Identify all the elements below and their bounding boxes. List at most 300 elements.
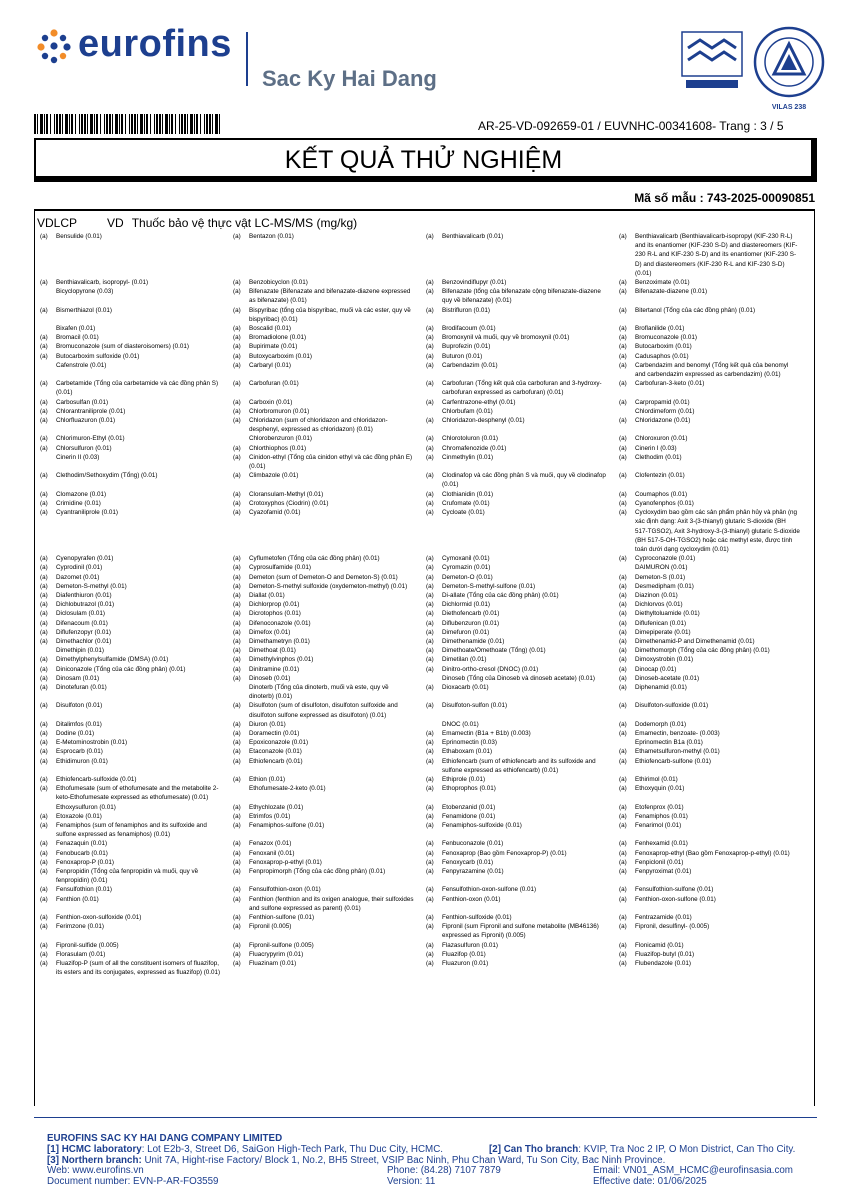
accreditation-mark: (a): [40, 509, 48, 517]
section-code: VDLCP: [37, 216, 78, 230]
accreditation-mark: (a): [40, 352, 48, 360]
result-row: [40, 895, 812, 913]
accreditation-mark: (a): [426, 573, 434, 581]
result-cell: [426, 278, 619, 287]
analyte-name: Climbazole (0.01): [249, 472, 299, 480]
accreditation-mark: (a): [619, 233, 627, 240]
footer-web[interactable]: Web: www.eurofins.vn: [47, 1165, 144, 1177]
result-cell: [426, 499, 619, 508]
result-cell: [233, 646, 426, 655]
result-row: [40, 554, 812, 563]
accreditation-mark: (a): [619, 868, 627, 876]
footer-email[interactable]: Email: VN01_ASM_HCMC@eurofinsasia.com: [593, 1165, 793, 1177]
result-cell: [233, 885, 426, 894]
result-cell: [233, 361, 426, 379]
accreditation-mark: (a): [233, 472, 241, 480]
result-cell: [40, 885, 233, 894]
footer-version: Version: 11: [387, 1176, 436, 1188]
result-cell: [619, 361, 812, 379]
analyte-name: Cycloxydim bao gồm các sản phẩm phân hủy và phân (ng xác định dạng: Axit 3-(3-thianyl) glutaric S-dioxide (BH 517-TGSO2), Axit 3-hydroxy-3-(3-thianyl) glutaric S-dioxide (BH 517-5-OH-TGSO2) hoặc các methyl este, được tính toán dưới dạng cycloxydim (0.01): [635, 509, 800, 553]
result-row: [40, 784, 812, 802]
result-row: [40, 950, 812, 959]
result-cell: [40, 747, 233, 756]
analyte-name: Fipronil-sulfide (0.005): [56, 941, 119, 949]
accreditation-mark: (a): [233, 499, 241, 507]
footer-lab1-text: : Lot E2b-3, Street D6, SaiGon High-Tech Park, Thu Duc City, HCMC.: [141, 1143, 443, 1155]
analyte-name: Cyenopyrafen (0.01): [56, 555, 114, 563]
accreditation-mark: (a): [426, 499, 434, 507]
result-cell: [426, 803, 619, 812]
result-cell: [40, 232, 233, 278]
accreditation-mark: (a): [40, 619, 48, 627]
result-cell: [40, 849, 233, 858]
analyte-name: Bentazon (0.01): [249, 233, 294, 240]
accreditation-mark: (a): [426, 849, 434, 857]
accreditation-mark: (a): [40, 849, 48, 857]
accreditation-mark: (a): [619, 352, 627, 360]
analyte-name: Chlorantraniliprole (0.01): [56, 407, 126, 415]
barcode-bar: [37, 114, 38, 134]
result-cell: [40, 379, 233, 397]
result-cell: [426, 858, 619, 867]
barcode-bar: [59, 114, 61, 134]
result-cell: [619, 701, 812, 719]
accreditation-mark: (a): [426, 840, 434, 848]
accreditation-mark: (a): [233, 444, 241, 452]
result-cell: [40, 573, 233, 582]
analyte-name: Ethiofencarb-sulfone (0.01): [635, 757, 711, 765]
accreditation-mark: (a): [426, 702, 434, 710]
result-row: [40, 508, 812, 554]
result-row: [40, 941, 812, 950]
analyte-name: Bensulide (0.01): [56, 233, 102, 240]
result-cell: [619, 950, 812, 959]
footer-doc-row: [47, 1177, 837, 1188]
result-row: [40, 821, 812, 839]
barcode-bar: [96, 114, 98, 134]
result-cell: [40, 554, 233, 563]
result-cell: [233, 867, 426, 885]
barcode-bar: [137, 114, 138, 134]
accreditation-mark: (a): [619, 683, 627, 691]
analyte-name: Fenoxaprop-p-ethyl (0.01): [249, 858, 322, 866]
accreditation-mark: (a): [619, 453, 627, 461]
barcode-bar: [171, 114, 173, 134]
results-grid: [40, 232, 812, 1104]
analyte-name: Carbosulfan (0.01): [56, 398, 109, 406]
accreditation-mark: (a): [426, 739, 434, 747]
result-row: [40, 885, 812, 894]
accreditation-mark: (a): [619, 398, 627, 406]
accreditation-mark: (a): [426, 785, 434, 793]
result-cell: [233, 407, 426, 416]
barcode-bar: [65, 114, 68, 134]
accreditation-mark: (a): [426, 490, 434, 498]
result-cell: [426, 333, 619, 342]
analyte-name: Clomazone (0.01): [56, 490, 107, 498]
analyte-name: Dinotefuran (0.01): [56, 683, 107, 691]
footer-lab2-text: : KVIP, Tra Noc 2 IP, O Mon District, Can Tho City.: [578, 1143, 796, 1155]
result-cell: [233, 821, 426, 839]
result-row: [40, 775, 812, 784]
accreditation-mark: (a): [40, 407, 48, 415]
result-cell: [619, 729, 812, 738]
result-cell: [233, 858, 426, 867]
analyte-name: Dimethoate/Omethoate (Tổng) (0.01): [442, 647, 546, 655]
accreditation-mark: [619, 407, 635, 416]
analyte-name: Disulfoton-sulfon (0.01): [442, 702, 508, 710]
analyte-name: Dinoterb (Tổng của dinoterb, muối và este, quy về dinoterb) (0.01): [249, 683, 389, 701]
analyte-name: Benthiavalicarb (0.01): [442, 233, 504, 240]
analyte-name: Cyprosulfamide (0.01): [249, 564, 311, 572]
analyte-name: Flonicamid (0.01): [635, 941, 684, 949]
result-cell: [40, 416, 233, 434]
result-cell: [40, 637, 233, 646]
analyte-name: Fenthion-sulfone (0.01): [249, 914, 315, 922]
accreditation-mark: (a): [40, 812, 48, 820]
footer-phone: Phone: (84.28) 7107 7879: [387, 1165, 501, 1177]
analyte-name: Ethion (0.01): [249, 775, 286, 783]
analyte-name: Dimethametryn (0.01): [249, 637, 310, 645]
result-cell: [619, 471, 812, 489]
accreditation-mark: (a): [426, 417, 434, 425]
analyte-name: Dimetilan (0.01): [442, 656, 487, 664]
accreditation-mark: (a): [233, 601, 241, 609]
analyte-name: Diphenamid (0.01): [635, 683, 687, 691]
accreditation-mark: (a): [40, 398, 48, 406]
barcode-bar: [190, 114, 193, 134]
barcode-bar: [206, 114, 208, 134]
accreditation-mark: (a): [426, 352, 434, 360]
analyte-name: Chromafenozide (0.01): [442, 444, 507, 452]
accreditation-mark: (a): [619, 361, 627, 369]
result-cell: [426, 674, 619, 683]
analyte-name: Chloridazone (0.01): [635, 417, 691, 425]
accreditation-mark: (a): [426, 868, 434, 876]
barcode-bar: [44, 114, 45, 134]
analyte-name: DAIMURON (0.01): [635, 564, 688, 572]
result-cell: [619, 407, 812, 416]
accreditation-mark: [40, 324, 56, 333]
analyte-name: Eprinomectin B1a (0.01): [635, 739, 703, 747]
analyte-name: Diniconazole (Tổng của các đồng phân) (0.01): [56, 665, 186, 673]
result-cell: [426, 729, 619, 738]
result-cell: [233, 609, 426, 618]
analyte-name: Clodinafop và các đồng phân S và muối, quy về clodinafop (0.01): [442, 472, 606, 489]
result-cell: [426, 628, 619, 637]
analyte-name: Fenamiphos-sulfone (0.01): [249, 822, 325, 829]
accreditation-mark: (a): [426, 288, 434, 296]
accreditation-mark: (a): [40, 490, 48, 498]
result-row: [40, 407, 812, 416]
result-row: [40, 757, 812, 775]
result-cell: [40, 619, 233, 628]
analyte-name: Carbendazim and benomyl (Tổng kết quả của benomyl and carbendazim expressed as carbendazim) (0.01): [635, 361, 789, 379]
accreditation-mark: (a): [40, 380, 48, 388]
analyte-name: Dinitro-ortho-cresol (DNOC) (0.01): [442, 665, 539, 673]
accreditation-mark: (a): [40, 555, 48, 563]
result-row: [40, 701, 812, 719]
accreditation-mark: (a): [40, 637, 48, 645]
analyte-name: Dichlormid (0.01): [442, 601, 490, 609]
result-cell: [233, 600, 426, 609]
barcode-bar: [162, 114, 163, 134]
result-cell: [619, 885, 812, 894]
accreditation-mark: (a): [619, 444, 627, 452]
result-cell: [426, 324, 619, 333]
barcode-bar: [131, 114, 133, 134]
result-cell: [619, 655, 812, 664]
barcode-bar: [40, 114, 43, 134]
accreditation-mark: (a): [426, 683, 434, 691]
analyte-name: Bismerthiazol (0.01): [56, 306, 112, 314]
accreditation-mark: (a): [40, 785, 48, 793]
accreditation-mark: (a): [233, 582, 241, 590]
accreditation-mark: [40, 361, 56, 379]
accreditation-mark: [619, 563, 635, 572]
accreditation-mark: (a): [233, 849, 241, 857]
accreditation-mark: (a): [619, 499, 627, 507]
analyte-name: Dodemorph (0.01): [635, 720, 687, 728]
analyte-name: Demeton-S-methyl-sulfone (0.01): [442, 582, 536, 590]
result-cell: [426, 665, 619, 674]
accreditation-mark: (a): [426, 361, 434, 369]
accreditation-mark: (a): [426, 803, 434, 811]
accreditation-mark: (a): [426, 950, 434, 958]
barcode-bar: [175, 114, 176, 134]
accreditation-mark: (a): [426, 564, 434, 572]
analyte-name: Demeton-S (0.01): [635, 573, 686, 581]
analyte-name: Ethychlozate (0.01): [249, 803, 304, 811]
barcode-bar: [79, 114, 80, 134]
result-row: [40, 959, 812, 977]
accreditation-mark: (a): [619, 822, 627, 829]
accreditation-mark: (a): [619, 785, 627, 793]
barcode-bar: [90, 114, 93, 134]
result-cell: [233, 738, 426, 747]
result-cell: [233, 379, 426, 397]
result-cell: [40, 628, 233, 637]
result-row: [40, 738, 812, 747]
accreditation-mark: (a): [40, 674, 48, 682]
result-cell: [40, 563, 233, 572]
accreditation-mark: (a): [40, 334, 48, 342]
accreditation-mark: (a): [426, 279, 434, 287]
result-row: [40, 333, 812, 342]
result-cell: [40, 922, 233, 940]
result-cell: [619, 232, 812, 278]
analyte-name: Buturon (0.01): [442, 352, 483, 360]
sub-brand: Sac Ky Hai Dang: [262, 66, 437, 91]
accreditation-mark: (a): [619, 674, 627, 682]
analyte-name: Cycloate (0.01): [442, 509, 485, 517]
barcode-bar: [194, 114, 195, 134]
analyte-name: Ferimzone (0.01): [56, 923, 104, 931]
accreditation-mark: (a): [426, 601, 434, 609]
result-cell: [40, 582, 233, 591]
analyte-name: Doramectin (0.01): [249, 729, 300, 737]
barcode-bar: [104, 114, 105, 134]
result-cell: [233, 839, 426, 848]
accreditation-mark: (a): [426, 444, 434, 452]
result-row: [40, 803, 812, 812]
accreditation-mark: (a): [233, 812, 241, 820]
result-cell: [619, 600, 812, 609]
accreditation-mark: (a): [40, 435, 48, 443]
result-cell: [233, 784, 426, 802]
result-cell: [426, 398, 619, 407]
accreditation-mark: (a): [40, 960, 48, 968]
result-cell: [619, 573, 812, 582]
result-cell: [233, 757, 426, 775]
barcode-bar: [144, 114, 145, 134]
analyte-name: Bromuconazole (sum of diasteroisomers) (0.01): [56, 343, 189, 351]
section-title: Thuốc bảo vệ thực vật LC-MS/MS (mg/kg): [131, 216, 358, 230]
result-row: [40, 471, 812, 489]
analyte-name: Dinitramine (0.01): [249, 665, 300, 673]
result-cell: [619, 858, 812, 867]
analyte-name: Fenpropimorph (Tổng của các đồng phân) (0.01): [249, 868, 386, 876]
barcode-bar: [94, 114, 95, 134]
accreditation-mark: (a): [619, 757, 627, 765]
analyte-name: Fenbuconazole (0.01): [442, 840, 504, 848]
result-cell: [619, 342, 812, 351]
analyte-name: Dimethipin (0.01): [56, 647, 104, 655]
accreditation-mark: [426, 407, 442, 416]
result-row: [40, 619, 812, 628]
barcode-bar: [146, 114, 148, 134]
result-cell: [40, 655, 233, 664]
analyte-name: Cyromazin (0.01): [442, 564, 491, 572]
result-cell: [619, 628, 812, 637]
result-row: [40, 720, 812, 729]
result-cell: [40, 738, 233, 747]
accreditation-mark: (a): [619, 960, 627, 968]
analyte-name: Boscalid (0.01): [249, 325, 291, 333]
analyte-name: Cyprodinil (0.01): [56, 564, 103, 572]
accreditation-mark: (a): [233, 407, 241, 415]
result-cell: [233, 563, 426, 572]
result-cell: [619, 674, 812, 683]
result-cell: [40, 306, 233, 324]
result-cell: [40, 950, 233, 959]
accreditation-mark: (a): [233, 840, 241, 848]
barcode-bar: [121, 114, 123, 134]
result-cell: [426, 775, 619, 784]
result-cell: [619, 287, 812, 305]
accreditation-mark: (a): [233, 950, 241, 958]
accreditation-mark: (a): [233, 279, 241, 287]
accreditation-mark: (a): [426, 941, 434, 949]
result-cell: [426, 821, 619, 839]
analyte-name: Benzoximate (0.01): [635, 279, 690, 287]
result-row: [40, 655, 812, 664]
result-cell: [619, 554, 812, 563]
result-cell: [40, 720, 233, 729]
analyte-name: Fensulfothion (0.01): [56, 886, 113, 894]
result-cell: [426, 361, 619, 379]
accreditation-mark: (a): [233, 555, 241, 563]
result-row: [40, 922, 812, 940]
result-cell: [233, 582, 426, 591]
accreditation-mark: (a): [619, 886, 627, 894]
analyte-name: Fenhexamid (0.01): [635, 840, 688, 848]
accreditation-mark: (a): [426, 858, 434, 866]
result-row: [40, 591, 812, 600]
accreditation-mark: (a): [619, 417, 627, 425]
result-cell: [426, 232, 619, 278]
result-row: [40, 683, 812, 701]
analyte-name: Carbetamide (Tổng của carbetamide và các đồng phân S) (0.01): [56, 380, 219, 397]
result-cell: [233, 333, 426, 342]
accreditation-mark: (a): [619, 472, 627, 480]
accreditation-mark: (a): [619, 840, 627, 848]
result-cell: [233, 232, 426, 278]
accreditation-mark: (a): [233, 398, 241, 406]
accreditation-mark: (a): [40, 683, 48, 691]
accreditation-mark: (a): [40, 628, 48, 636]
result-cell: [40, 895, 233, 913]
accreditation-mark: (a): [426, 647, 434, 655]
analyte-name: Butocarboxim (0.01): [635, 343, 692, 351]
result-cell: [426, 582, 619, 591]
accreditation-mark: (a): [233, 923, 241, 931]
result-cell: [619, 434, 812, 443]
accreditation-mark: (a): [619, 628, 627, 636]
analyte-name: Chlorobenzuron (0.01): [249, 435, 313, 443]
analyte-name: Cloransulam-Methyl (0.01): [249, 490, 324, 498]
analyte-name: Chlorbufam (0.01): [442, 407, 493, 415]
analyte-name: Fipronil-sulfone (0.005): [249, 941, 314, 949]
footer-lab1-label: [1] HCMC laboratory: [47, 1143, 142, 1155]
accreditation-mark: (a): [619, 647, 627, 655]
result-row: [40, 628, 812, 637]
result-cell: [426, 306, 619, 324]
accreditation-mark: (a): [426, 306, 434, 314]
result-cell: [426, 407, 619, 416]
accreditation-mark: (a): [40, 729, 48, 737]
accreditation-mark: (a): [233, 628, 241, 636]
analyte-name: Difenoconazole (0.01): [249, 619, 311, 627]
analyte-name: Flubendazole (0.01): [635, 960, 692, 968]
analyte-name: Fenthion-oxon-sulfone (0.01): [635, 895, 716, 903]
header-divider: [246, 32, 248, 86]
accreditation-mark: (a): [233, 417, 241, 425]
barcode-bar: [109, 114, 111, 134]
result-cell: [426, 747, 619, 756]
accreditation-mark: (a): [426, 435, 434, 443]
analyte-name: Crotoxyphos (Ciodrin) (0.01): [249, 499, 329, 507]
accreditation-mark: (a): [426, 748, 434, 756]
result-row: [40, 306, 812, 324]
accreditation-mark: (a): [426, 610, 434, 618]
result-cell: [426, 416, 619, 434]
accreditation-mark: (a): [426, 555, 434, 563]
analyte-name: Fluazifop-P (sum of all the constituent isomers of fluazifop, its esters and its conjugates, expressed as fluazifop) (0.01): [56, 960, 221, 977]
analyte-name: Fenamiphos (0.01): [635, 812, 688, 820]
result-cell: [619, 738, 812, 747]
vilas-label: VILAS 238: [771, 104, 807, 111]
accreditation-mark: (a): [233, 858, 241, 866]
accreditation-mark: (a): [233, 868, 241, 876]
analyte-name: Diclosulam (0.01): [56, 610, 105, 618]
analyte-name: Dichlorvos (0.01): [635, 601, 683, 609]
barcode-bar: [100, 114, 101, 134]
accreditation-mark: (a): [619, 601, 627, 609]
analyte-name: Ditalimfos (0.01): [56, 720, 102, 728]
accreditation-mark: (a): [233, 757, 241, 765]
result-cell: [233, 499, 426, 508]
